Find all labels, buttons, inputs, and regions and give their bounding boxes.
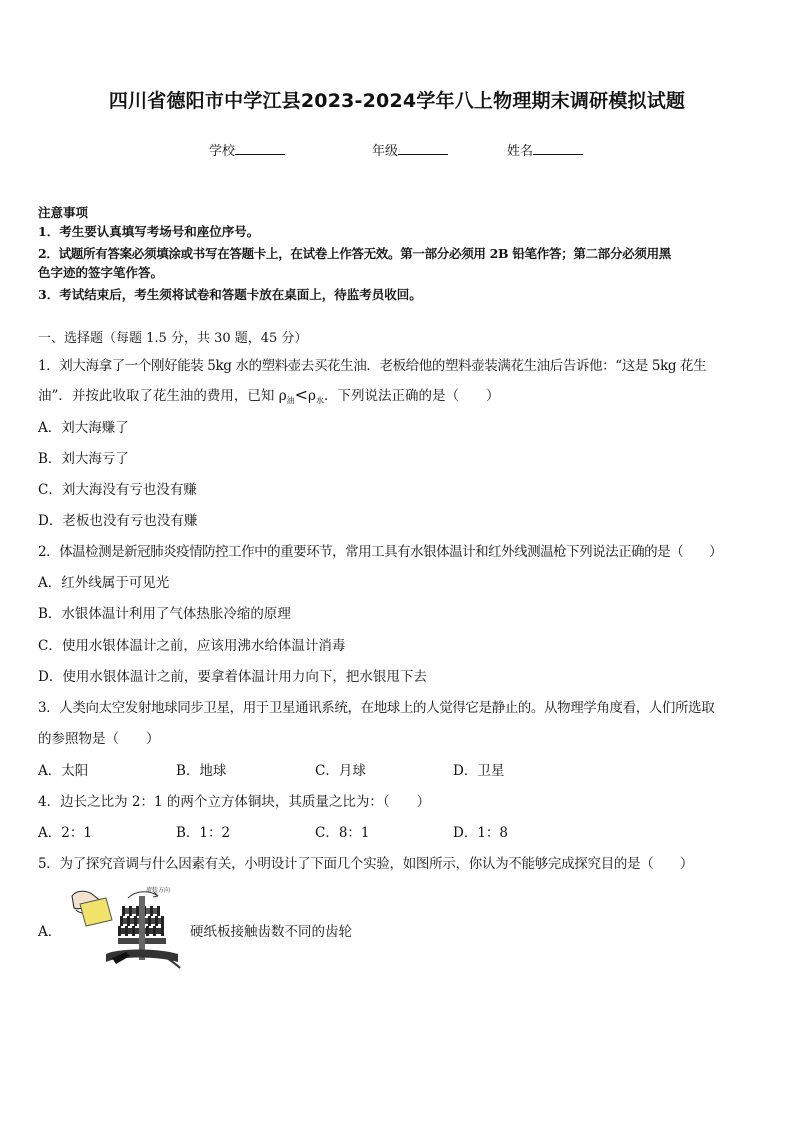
name-blank	[533, 142, 583, 155]
page-title: 四川省德阳市中学江县2023-2024学年八上物理期末调研模拟试题	[108, 90, 686, 112]
school-blank	[235, 142, 285, 155]
grade-label: 年级	[372, 144, 399, 159]
q5-option-a-label: A．	[38, 924, 62, 940]
q3-option-b: B．地球	[176, 763, 227, 779]
q2-stem: 2．体温检测是新冠肺炎疫情防控工作中的重要环节，常用工具有水银体温计和红外线测温枪下列说法正确的是（ ）	[38, 544, 723, 560]
q1-option-b: B．刘大海亏了	[38, 451, 129, 467]
grade-field	[372, 140, 448, 159]
q2-option-c: C．使用水银体温计之前，应该用沸水给体温计消毒	[38, 638, 346, 654]
name-label: 姓名	[507, 144, 534, 159]
q1-option-c: C．刘大海没有亏也没有赚	[38, 482, 197, 498]
note-2-cont: 色字迹的签字笔作答。	[38, 265, 164, 280]
rotation-direction-label: 旋转方向	[146, 887, 171, 894]
note-1: 1．考生要认真填写考场号和座位序号。	[38, 224, 260, 239]
q1-option-a: A．刘大海赚了	[38, 420, 129, 436]
q1-stem-line1: 1．刘大海拿了一个刚好能装 5kg 水的塑料壶去买花生油．老板给他的塑料壶装满花生油后告诉他：“这是 5kg 花生	[38, 358, 707, 374]
note-3: 3．考试结束后，考生须将试卷和答题卡放在桌面上，待监考员收回。	[38, 287, 422, 302]
notes-heading: 注意事项	[38, 205, 89, 220]
q3-option-d: D．卫星	[453, 763, 505, 779]
section-heading: 一、选择题（每题 1.5 分，共 30 题，45 分）	[38, 331, 308, 346]
q1-stem-line2: 油”．并按此收取了花生油的费用，已知 $\rho_油<\rho_水$．下列说法正确的是（ ）	[38, 385, 500, 405]
gear-experiment-figure	[66, 884, 184, 974]
q4-option-c: C．8：1	[315, 825, 370, 841]
q1-option-d: D．老板也没有亏也没有赚	[38, 513, 198, 529]
grade-blank	[398, 142, 448, 155]
q4-option-d: D．1：8	[453, 825, 509, 841]
school-field	[209, 140, 285, 159]
q5-option-a-caption: 硬纸板接触齿数不同的齿轮	[190, 924, 352, 940]
q3-option-c: C．月球	[315, 763, 366, 779]
note-2: 2．试题所有答案必须填涂或书写在答题卡上，在试卷上作答无效。第一部分必须用 2B 铅笔作答；第二部分必须用黑	[38, 246, 671, 261]
q4-option-a: A．2：1	[38, 825, 92, 841]
q2-option-d: D．使用水银体温计之前，要拿着体温计用力向下，把水银甩下去	[38, 669, 427, 685]
q5-stem: 5．为了探究音调与什么因素有关，小明设计了下面几个实验，如图所示，你认为不能够完成探究目的是（ ）	[38, 856, 694, 872]
q2-option-a: A．红外线属于可见光	[38, 575, 170, 591]
name-field	[507, 140, 583, 159]
q3-stem-line1: 3．人类向太空发射地球同步卫星，用于卫星通讯系统，在地球上的人觉得它是静止的。从物理学角度看，人们所选取	[38, 700, 715, 716]
q3-stem-line2: 的参照物是（ ）	[38, 731, 160, 747]
q3-option-a: A．太阳	[38, 763, 89, 779]
q4-stem: 4．边长之比为 2：1 的两个立方体铜块，其质量之比为：（ ）	[38, 794, 431, 810]
q4-option-b: B．1：2	[176, 825, 231, 841]
school-label: 学校	[209, 144, 236, 159]
q2-option-b: B．水银体温计利用了气体热胀冷缩的原理	[38, 606, 291, 622]
